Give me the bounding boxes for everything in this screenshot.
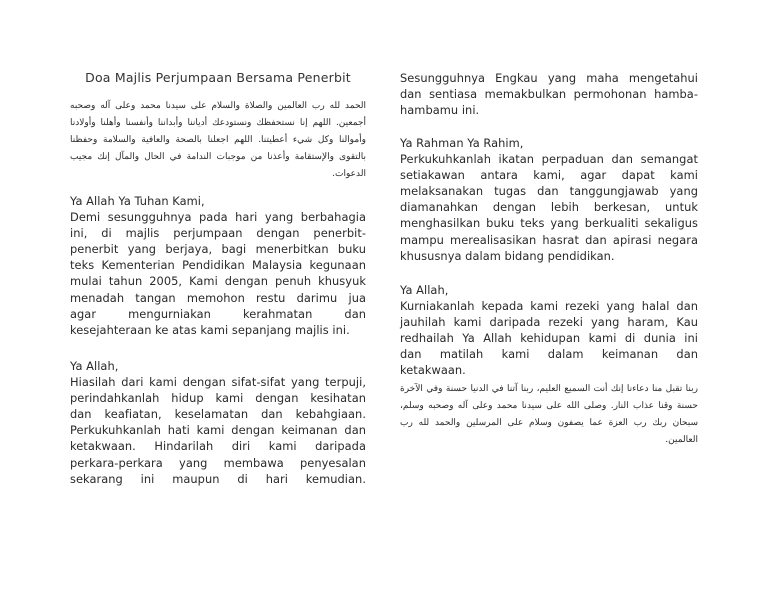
text-line: khususnya dalam bidang pendidikan. — [400, 248, 615, 263]
right-paragraph-1 — [400, 135, 698, 264]
text-line: menghasilkan buku teks yang berkualiti sekaligus — [400, 216, 698, 231]
text-line: Demi sesungguhnya pada hari yang berbahagia — [70, 210, 366, 225]
arabic-closing-prayer: ربنا تقبل منا دعاءنا إنك أنت السميع العليم، ربنا آتنا في الدنيا حسنة وفي الآخرة حسنة وقنا عذاب النار. وصلى الله على سيدنا محمد وعلى آله وصحبه وسلم، سبحان ربك رب العزة عما يصفون وسلام على المرسلين والحمد لله رب العالمين. — [400, 384, 698, 445]
left-paragraph-1 — [70, 193, 366, 338]
text-line: penerbit yang berjaya, bagi menerbitkan buku — [70, 242, 366, 257]
text-line: perindahkanlah hidup kami dengan kesihatan — [70, 391, 366, 406]
arabic-opening-prayer: الحمد لله رب العالمين والصلاة والسلام على سيدنا محمد وعلى آله وصحبه أجمعين. اللهم إنا نستحفظك ونستودعك أدياننا وأبداننا وأنفسنا وأهلنا وأولادنا وأموالنا وكل شيء أعطيتنا. اللهم اجعلنا بالصحة والعافية والسلامة وحفظنا بالتقوى والإستقامة وأعذنا من موجبات الندامة في الحال والمآل إنك مجيب الدعوات. — [70, 101, 366, 179]
paragraph-heading: Ya Rahman Ya Rahim, — [400, 136, 524, 150]
text-line: ketakwaan. — [400, 363, 466, 378]
text-line: ini, di majlis perjumpaan dengan penerbit- — [70, 226, 366, 241]
text-line: sekarang ini maupun di hari kemudian. — [70, 471, 366, 486]
text-line: Sesungguhnya Engkau yang maha mengetahui — [400, 71, 698, 85]
text-line: mulai tahun 2005, Kami dengan penuh khusyuk — [70, 274, 366, 289]
text-line: dan keafiatan, keselamatan dan kebahgiaan. — [70, 407, 366, 422]
paragraph-heading: Ya Allah Ya Tuhan Kami, — [70, 194, 205, 208]
text-line: mampu merealisasikan hasrat dan apirasi negara — [400, 232, 698, 247]
text-line: menadah tangan memohon restu darimu jua — [70, 290, 366, 305]
paragraph-heading: Ya Allah, — [400, 283, 449, 297]
text-line: teks Kementerian Pendidikan Malaysia kegunaan — [70, 258, 366, 273]
text-line: setiakawan antara kami, agar dapat kami — [400, 168, 698, 183]
right-paragraph-0 — [400, 70, 698, 118]
text-line: diamanahkan dengan lebih berkesan, untuk — [400, 200, 698, 215]
text-line: melaksanakan tugas dan tanggungjawab yang — [400, 184, 698, 199]
left-paragraph-2 — [70, 358, 366, 487]
text-line: kesejahteraan ke atas kami sepanjang majlis ini. — [70, 322, 350, 337]
text-line: Kurniakanlah kepada kami rezeki yang halal dan — [400, 299, 698, 314]
text-line: Perkukuhkanlah ikatan perpaduan dan semangat — [400, 152, 698, 167]
text-line: ketakwaan. Hindarilah diri kami daripada — [70, 439, 366, 454]
text-line: jauhilah kami daripada rezeki yang haram, Kau — [400, 315, 698, 330]
paragraph-heading: Ya Allah, — [70, 359, 119, 373]
text-line: Hiasilah dari kami dengan sifat-sifat yang terpuji, — [70, 375, 366, 390]
text-line: dan sentiasa memakbulkan permohonan hamba- — [400, 87, 698, 102]
right-paragraph-2 — [400, 282, 698, 379]
document-title: Doa Majlis Perjumpaan Bersama Penerbit — [85, 70, 351, 85]
text-line: agar mengurniakan kerahmatan dan — [70, 306, 366, 321]
text-line: dan matilah kami dalam keimanan dan — [400, 347, 698, 362]
text-line: perkara-perkara yang membawa penyesalan — [70, 455, 366, 470]
text-line: redhailah Ya Allah kehidupan kami di dunia ini — [400, 331, 698, 346]
text-line: hambamu ini. — [400, 103, 480, 118]
text-line: Perkukuhkanlah hati kami dengan keimanan dan — [70, 423, 366, 438]
